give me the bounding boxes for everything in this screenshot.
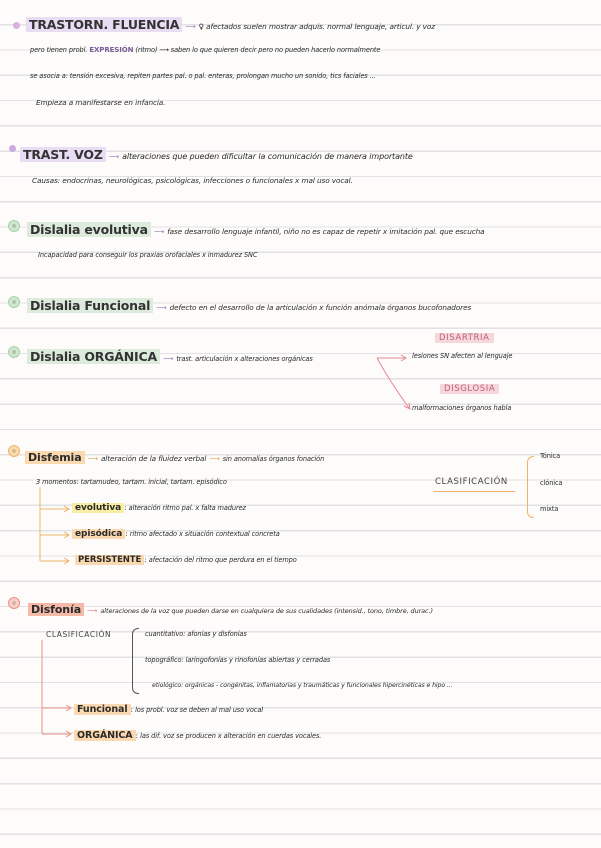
voz-title-line (20, 147, 413, 162)
bullet-icon (9, 145, 16, 152)
funcional-title-line (27, 298, 471, 313)
evolutiva-title-line (27, 222, 485, 237)
branch-arrows (375, 350, 415, 415)
disfonia-funcional-text: los probl. voz se deben al mal uso vocal (135, 706, 263, 714)
disfemia-momentos: 3 momentos: tartamudeo, tartam. inicial, tartam. episódico (36, 478, 227, 486)
arrow-icon: ⟶ (108, 152, 120, 161)
disfemia-persistente-line: PERSISTENTE : afectación del ritmo que perdura en el tiempo (75, 555, 297, 565)
trastorn-line3: se asocia a: tensión excesiva, repiten partes pal. o pal. enteras, prolongan mucho un sonido, tics faciales ... (30, 72, 376, 80)
disfemia-episodica-label: episódica (72, 529, 125, 539)
organica-title-line (27, 349, 313, 364)
disfemia-tree-arrows (38, 487, 74, 567)
voz-title: TRAST. VOZ (20, 147, 106, 162)
circle-bullet-icon (8, 220, 20, 232)
disfonia-organica-line: ORGÁNICA : las dif. voz se producen x alteración en cuerdas vocales. (74, 730, 321, 741)
disfonia-cuantitativo: cuantitativo: afonías y disfonías (145, 630, 247, 638)
trastorn-title-line (26, 17, 435, 32)
disfemia-episodica-text: ritmo afectado x situación contextual concreta (129, 530, 280, 538)
disfemia-evolutiva-line: evolutiva : alteración ritmo pal. x falta madurez (72, 503, 246, 513)
disfemia-evolutiva-label: evolutiva (72, 503, 124, 513)
trastorn-line2-a: pero tienen probl. (30, 46, 88, 54)
disfemia-line1: alteración de la fluidez verbal (100, 454, 207, 463)
evolutiva-line1: fase desarrollo lenguaje infantil, niño no es capaz de repetir x imitación pal. que escucha (167, 227, 485, 236)
voz-line1: alteraciones que pueden dificultar la comunicación de manera importante (122, 152, 413, 161)
disartria-label: DISARTRIA (435, 333, 494, 343)
disglosia-label: DISGLOSIA (440, 384, 499, 394)
organica-line1: trast. articulación x alteraciones orgánicas (176, 355, 313, 363)
trastorn-line4: Empieza a manifestarse en infancia. (36, 98, 166, 107)
disfonia-etiologico: etiológico: orgánicas - congénitas, inflamatorias y traumáticas y funcionales hipercinéticas e hipo ... (152, 682, 453, 689)
disfonia-brace (132, 628, 139, 694)
disglosia-text: malformaciones órganos habla (412, 404, 512, 412)
disfonia-clasificacion: CLASIFICACIÓN (46, 630, 112, 639)
disfemia-title-line (25, 451, 324, 464)
bullet-icon (13, 22, 20, 29)
arrow-icon: ⟶ (209, 454, 220, 463)
trastorn-line2-c: (ritmo) ⟶ saben lo que quieren decir pero no pueden hacerlo normalmente (135, 46, 381, 54)
disfemia-clasif-underline (433, 491, 515, 492)
disfemia-tipo-2: clónica (540, 479, 563, 487)
funcional-line1: defecto en el desarrollo de la articulación x función anómala órganos bucofonadores (169, 303, 472, 312)
disfemia-tipo-1: Tónica (540, 452, 561, 460)
trastorn-expresion: EXPRESIÓN (89, 46, 134, 54)
disfemia-evolutiva-text: alteración ritmo pal. x falta madurez (128, 504, 246, 512)
disfemia-persistente-text: afectación del ritmo que perdura en el tiempo (148, 556, 297, 564)
disfemia-line1b: sin anomalías órganos fonación (222, 455, 325, 463)
disfemia-title: Disfemia (25, 451, 85, 464)
circle-bullet-icon (8, 597, 20, 609)
disfonia-line1: alteraciones de la voz que pueden darse en cualquiera de sus cualidades (intensid., tono, timbre, durac.) (100, 607, 433, 615)
disfonia-organica-label: ORGÁNICA (74, 730, 136, 741)
disfemia-episodica-line: episódica : ritmo afectado x situación contextual concreta (72, 529, 280, 539)
arrow-icon: ⟶ (87, 454, 98, 463)
disfonia-tree-arrows (40, 640, 76, 740)
disfemia-persistente-label: PERSISTENTE (75, 555, 144, 565)
organica-title: Dislalia ORGÁNICA (27, 349, 160, 364)
trastorn-title: TRASTORN. FLUENCIA (26, 17, 182, 32)
voz-line2: Causas: endocrinas, neurológicas, psicológicas, infecciones o funcionales x mal uso vocal. (32, 176, 353, 185)
trastorn-line2 (30, 46, 380, 54)
arrow-icon: ⟶ (87, 606, 98, 615)
arrow-icon: ⟶ (156, 303, 167, 312)
evolutiva-line2: Incapacidad para conseguir los praxias orofaciales x inmadurez SNC (38, 251, 258, 259)
disfemia-tipo-3: mixta (540, 505, 559, 513)
disfonia-title-line (28, 603, 433, 616)
disfonia-funcional-label: Funcional (74, 704, 131, 715)
disfemia-brace (527, 456, 534, 518)
arrow-icon: ⟶ (162, 354, 174, 363)
disfemia-clasificacion: CLASIFICACIÓN (435, 477, 508, 487)
disfonia-funcional-line: Funcional : los probl. voz se deben al mal uso vocal (74, 704, 263, 715)
evolutiva-title: Dislalia evolutiva (27, 222, 151, 237)
circle-bullet-icon (8, 445, 20, 457)
arrow-icon: ⟶ (153, 227, 165, 236)
trastorn-line1: ♀ afectados suelen mostrar adquis. normal lenguaje, articul. y voz (198, 22, 435, 31)
disfonia-organica-text: las dif. voz se producen x alteración en cuerdas vocales. (140, 732, 322, 740)
funcional-title: Dislalia Funcional (27, 298, 153, 313)
circle-bullet-icon (8, 296, 20, 308)
disartria-text: lesiones SN afecten al lenguaje (412, 352, 513, 360)
arrow-icon: ⟶ (185, 22, 196, 31)
circle-bullet-icon (8, 346, 20, 358)
disfonia-title: Disfonía (28, 603, 84, 616)
disfonia-topografico: topográfico: laringofonías y rinofonías abiertas y cerradas (145, 656, 331, 664)
